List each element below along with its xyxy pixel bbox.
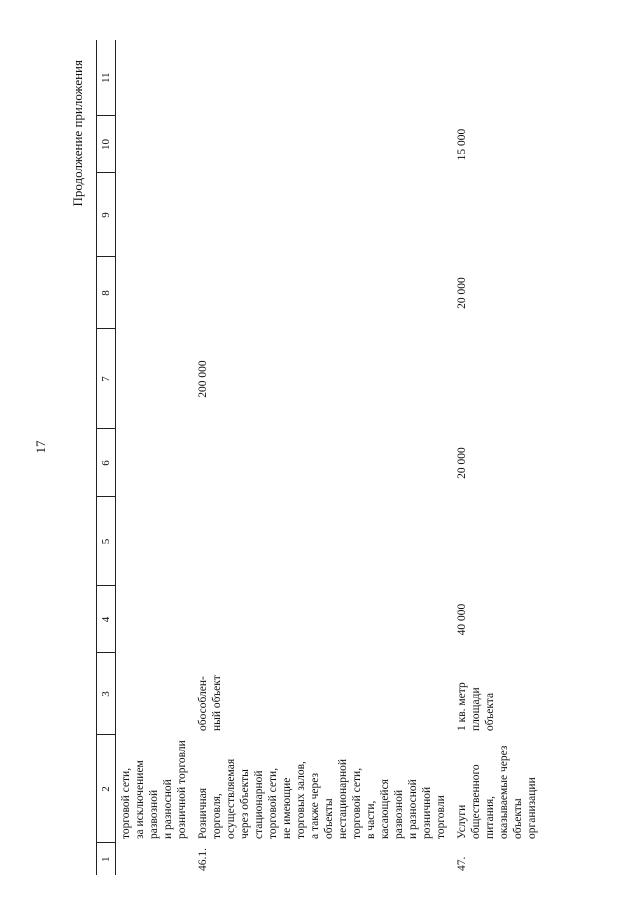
row-number: [116, 843, 194, 875]
value-cell: [193, 497, 452, 586]
unit-of-measure: 1 кв. метр площади объекта: [456, 682, 496, 731]
column-header: 1: [97, 843, 116, 875]
activity-name: Услуги общественного питания, оказываемые через объекты организации: [456, 745, 538, 839]
value-cell: [452, 497, 543, 586]
value-cell: [193, 40, 452, 116]
value-cell: [193, 586, 452, 653]
column-number-row: [97, 40, 116, 875]
value-cell: 200 000: [197, 360, 209, 398]
fee-table: [96, 40, 543, 875]
value-cell: [193, 173, 452, 257]
row-number: 47.: [456, 856, 468, 871]
value-cell: [116, 329, 194, 429]
value-cell: 40 000: [456, 603, 468, 636]
value-cell: 15 000: [456, 128, 468, 161]
table-row: [116, 40, 194, 875]
column-header: 9: [97, 173, 116, 257]
value-cell: [116, 497, 194, 586]
value-cell: [116, 257, 194, 329]
value-cell: [193, 116, 452, 173]
row-number: 46.1.: [197, 848, 209, 871]
activity-name: Розничная торговля, осуществляемая через объекты стационарной торговой сети, не имеющие торговых залов, а также через объекты нестационарной торговой сети, в части, касающейся развозной и разносной розничной торговли: [197, 758, 447, 839]
continuation-title: Продолжение приложения: [70, 60, 85, 207]
value-cell: [452, 173, 543, 257]
column-header: 10: [97, 116, 116, 173]
value-cell: [116, 429, 194, 497]
unit-of-measure: обособлен- ный объект: [197, 675, 223, 731]
column-header: 2: [97, 735, 116, 843]
column-header: 7: [97, 329, 116, 429]
column-header: 8: [97, 257, 116, 329]
value-cell: [193, 429, 452, 497]
table-row: [193, 40, 452, 875]
value-cell: [116, 40, 194, 116]
value-cell: [452, 40, 543, 116]
value-cell: 20 000: [456, 277, 468, 309]
unit-of-measure: [116, 653, 194, 735]
value-cell: 20 000: [456, 447, 468, 479]
activity-name: торговой сети, за исключением развозной и разносной розничной торговли: [120, 740, 188, 839]
value-cell: [116, 586, 194, 653]
column-header: 3: [97, 653, 116, 735]
page-number: 17: [33, 440, 48, 454]
column-header: 4: [97, 586, 116, 653]
table-row: [452, 40, 543, 875]
column-header: 11: [97, 40, 116, 116]
value-cell: [193, 257, 452, 329]
value-cell: [116, 116, 194, 173]
column-header: 6: [97, 429, 116, 497]
value-cell: [116, 173, 194, 257]
column-header: 5: [97, 497, 116, 586]
rotated-page-content: [70, 40, 640, 875]
value-cell: [452, 329, 543, 429]
